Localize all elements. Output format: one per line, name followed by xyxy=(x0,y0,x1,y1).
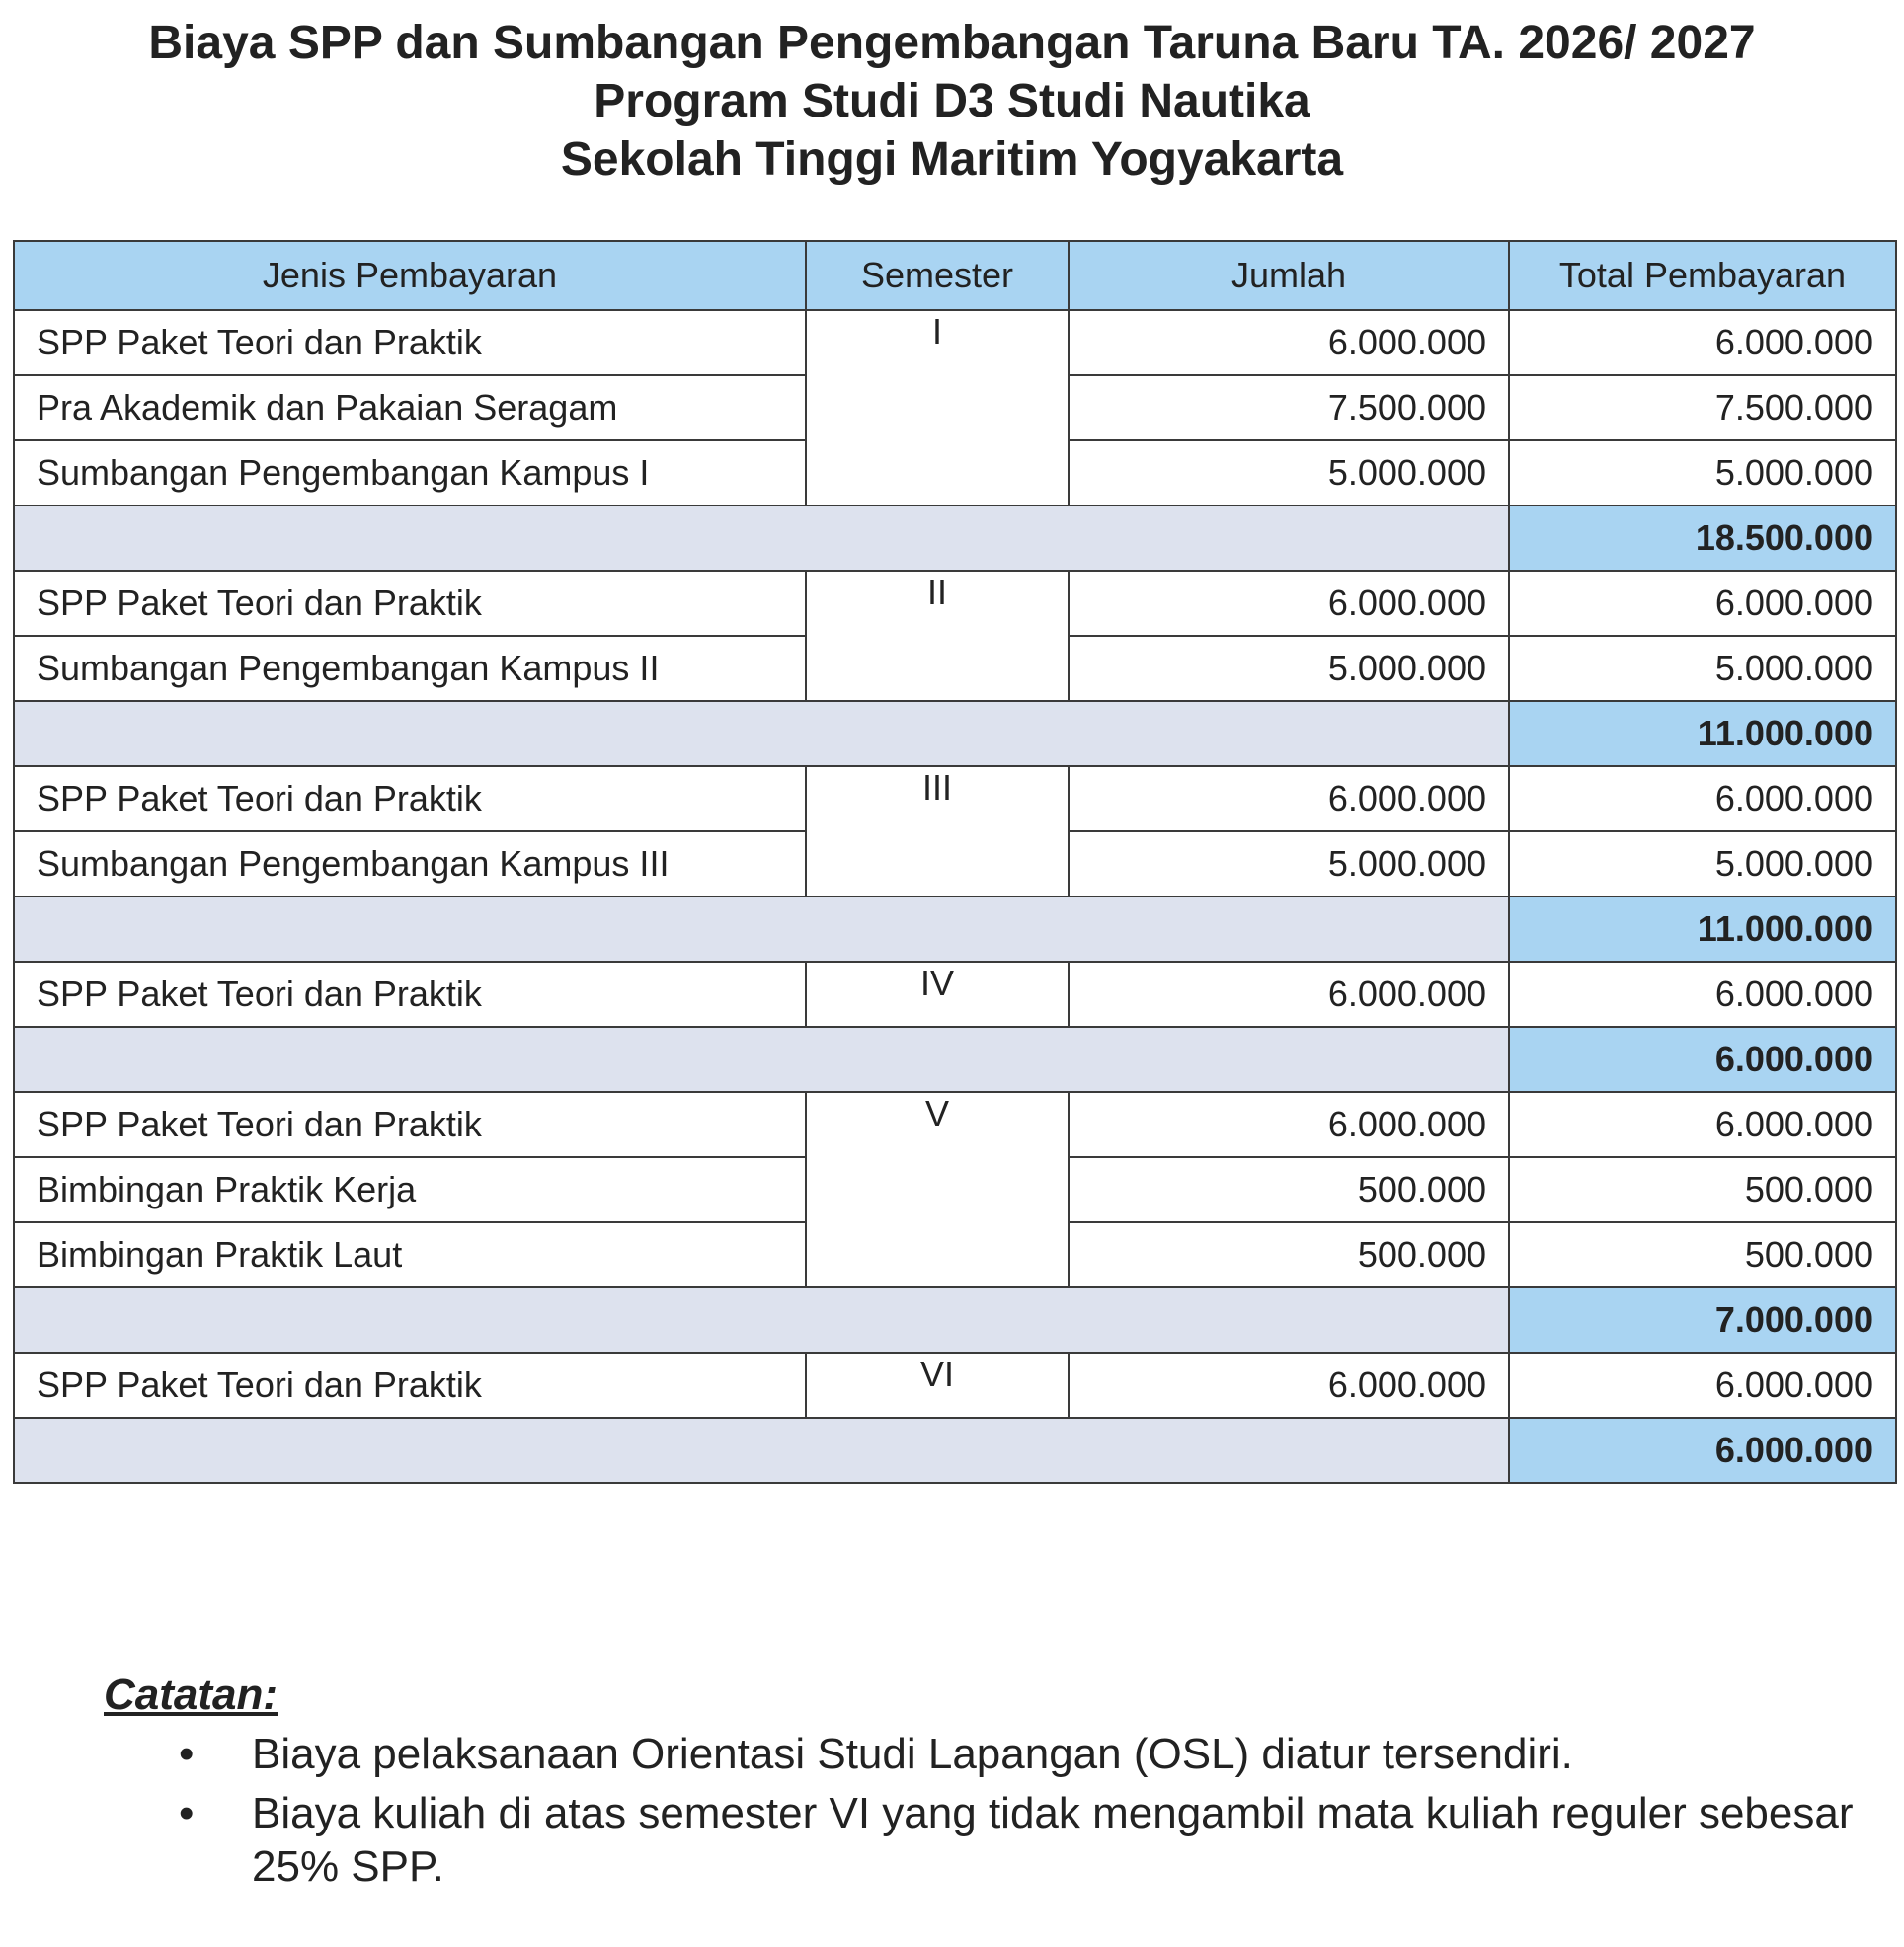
column-header-total: Total Pembayaran xyxy=(1509,241,1896,310)
cell-total-pembayaran: 5.000.000 xyxy=(1509,440,1896,506)
cell-jenis-pembayaran: SPP Paket Teori dan Praktik xyxy=(14,766,806,831)
cell-jenis-pembayaran: Bimbingan Praktik Laut xyxy=(14,1222,806,1287)
cell-total-pembayaran: 5.000.000 xyxy=(1509,636,1896,701)
cell-jenis-pembayaran: Sumbangan Pengembangan Kampus I xyxy=(14,440,806,506)
cell-semester: IV xyxy=(806,962,1069,1027)
cell-total-pembayaran: 6.000.000 xyxy=(1509,766,1896,831)
subtotal-blank-cell xyxy=(14,1287,1509,1353)
subtitle-institution: Sekolah Tinggi Maritim Yogyakarta xyxy=(560,133,1344,186)
cell-jumlah: 6.000.000 xyxy=(1069,310,1509,375)
cell-jenis-pembayaran: SPP Paket Teori dan Praktik xyxy=(14,1353,806,1418)
subtitle-program: Program Studi D3 Studi Nautika xyxy=(594,75,1310,127)
cell-total-pembayaran: 6.000.000 xyxy=(1509,310,1896,375)
fee-table-body xyxy=(14,310,1896,1483)
cell-semester: VI xyxy=(806,1353,1069,1418)
subtotal-blank-cell xyxy=(14,506,1509,571)
header-row xyxy=(14,241,1896,310)
subtotal-row xyxy=(14,701,1896,766)
cell-semester: I xyxy=(806,310,1069,506)
column-header-jenis: Jenis Pembayaran xyxy=(14,241,806,310)
notes-section xyxy=(104,1671,1891,1900)
table-row xyxy=(14,310,1896,375)
cell-jumlah: 6.000.000 xyxy=(1069,571,1509,636)
subtotal-row xyxy=(14,1418,1896,1483)
cell-semester: III xyxy=(806,766,1069,896)
subtotal-value: 18.500.000 xyxy=(1509,506,1896,571)
notes-heading: Catatan: xyxy=(104,1671,278,1719)
cell-semester: II xyxy=(806,571,1069,701)
cell-total-pembayaran: 6.000.000 xyxy=(1509,1353,1896,1418)
subtotal-value: 11.000.000 xyxy=(1509,701,1896,766)
bullet-icon: • xyxy=(179,1789,195,1837)
subtotal-value: 6.000.000 xyxy=(1509,1027,1896,1092)
subtotal-value: 11.000.000 xyxy=(1509,896,1896,962)
cell-total-pembayaran: 6.000.000 xyxy=(1509,571,1896,636)
document-title xyxy=(0,14,1904,189)
table-row xyxy=(14,1092,1896,1157)
table-row xyxy=(14,962,1896,1027)
cell-total-pembayaran: 6.000.000 xyxy=(1509,1092,1896,1157)
cell-jumlah: 6.000.000 xyxy=(1069,1092,1509,1157)
subtotal-blank-cell xyxy=(14,1418,1509,1483)
cell-jenis-pembayaran: SPP Paket Teori dan Praktik xyxy=(14,962,806,1027)
cell-jumlah: 6.000.000 xyxy=(1069,1353,1509,1418)
fee-table xyxy=(13,240,1897,1484)
cell-jumlah: 5.000.000 xyxy=(1069,636,1509,701)
cell-jumlah: 7.500.000 xyxy=(1069,375,1509,440)
column-header-jumlah: Jumlah xyxy=(1069,241,1509,310)
cell-jumlah: 500.000 xyxy=(1069,1157,1509,1222)
subtotal-blank-cell xyxy=(14,1027,1509,1092)
subtotal-row xyxy=(14,1287,1896,1353)
cell-jenis-pembayaran: Sumbangan Pengembangan Kampus II xyxy=(14,636,806,701)
column-header-semester: Semester xyxy=(806,241,1069,310)
cell-total-pembayaran: 5.000.000 xyxy=(1509,831,1896,896)
table-row xyxy=(14,571,1896,636)
cell-jumlah: 6.000.000 xyxy=(1069,766,1509,831)
notes-list xyxy=(104,1728,1891,1894)
cell-jenis-pembayaran: SPP Paket Teori dan Praktik xyxy=(14,310,806,375)
bullet-icon: • xyxy=(179,1730,195,1778)
table-row xyxy=(14,766,1896,831)
cell-total-pembayaran: 6.000.000 xyxy=(1509,962,1896,1027)
cell-jumlah: 5.000.000 xyxy=(1069,440,1509,506)
subtotal-row xyxy=(14,506,1896,571)
subtotal-value: 7.000.000 xyxy=(1509,1287,1896,1353)
table-row xyxy=(14,1353,1896,1418)
subtotal-blank-cell xyxy=(14,896,1509,962)
subtotal-value: 6.000.000 xyxy=(1509,1418,1896,1483)
fee-table-header xyxy=(14,241,1896,310)
cell-jumlah: 6.000.000 xyxy=(1069,962,1509,1027)
cell-jenis-pembayaran: Bimbingan Praktik Kerja xyxy=(14,1157,806,1222)
cell-total-pembayaran: 500.000 xyxy=(1509,1222,1896,1287)
cell-total-pembayaran: 7.500.000 xyxy=(1509,375,1896,440)
subtotal-row xyxy=(14,1027,1896,1092)
note-text: Biaya pelaksanaan Orientasi Studi Lapangan (OSL) diatur tersendiri. xyxy=(252,1730,1573,1778)
cell-total-pembayaran: 500.000 xyxy=(1509,1157,1896,1222)
note-item xyxy=(104,1787,1891,1894)
subtotal-row xyxy=(14,896,1896,962)
title-line: Biaya SPP dan Sumbangan Pengembangan Taruna Baru TA. 2026/ 2027 xyxy=(148,17,1756,69)
cell-jenis-pembayaran: SPP Paket Teori dan Praktik xyxy=(14,1092,806,1157)
cell-jenis-pembayaran: SPP Paket Teori dan Praktik xyxy=(14,571,806,636)
cell-jumlah: 5.000.000 xyxy=(1069,831,1509,896)
cell-jenis-pembayaran: Pra Akademik dan Pakaian Seragam xyxy=(14,375,806,440)
note-item xyxy=(104,1728,1891,1781)
cell-jenis-pembayaran: Sumbangan Pengembangan Kampus III xyxy=(14,831,806,896)
cell-semester: V xyxy=(806,1092,1069,1287)
cell-jumlah: 500.000 xyxy=(1069,1222,1509,1287)
subtotal-blank-cell xyxy=(14,701,1509,766)
note-text: Biaya kuliah di atas semester VI yang tidak mengambil mata kuliah reguler sebesar 25% SPP. xyxy=(252,1789,1854,1891)
